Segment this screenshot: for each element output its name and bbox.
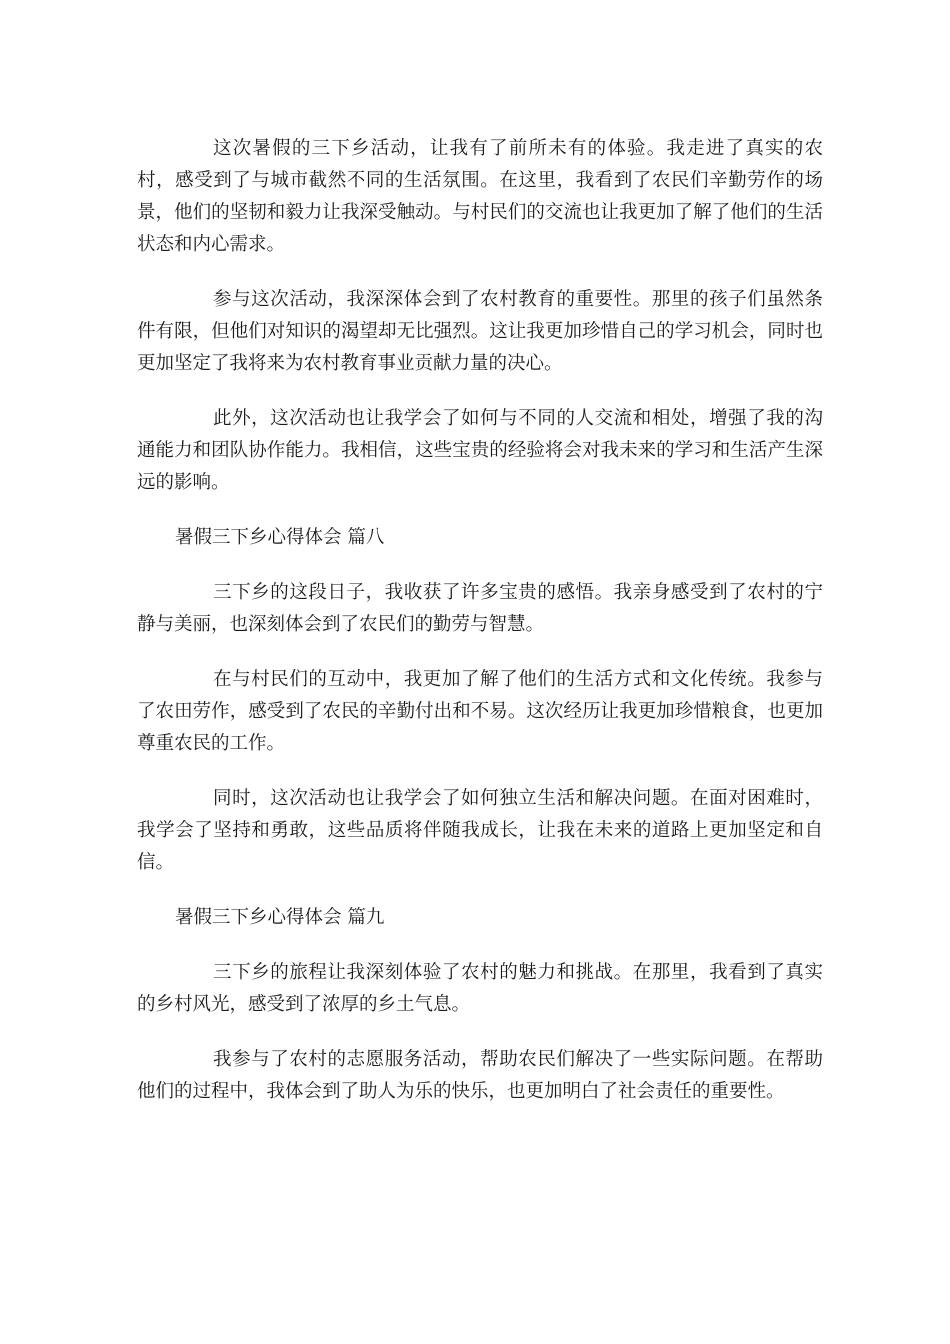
paragraph: 三下乡的旅程让我深刻体验了农村的魅力和挑战。在那里，我看到了真实的乡村风光，感受到了浓厚的乡土气息。 [137,962,823,1015]
section-heading: 暑假三下乡心得体会 篇八 [175,527,385,548]
paragraph: 在与村民们的互动中，我更加了解了他们的生活方式和文化传统。我参与了农田劳作，感受到了农民的辛勤付出和不易。这次经历让我更加珍惜粮食，也更加尊重农民的工作。 [137,669,823,754]
paragraph: 这次暑假的三下乡活动，让我有了前所未有的体验。我走进了真实的农村，感受到了与城市截然不同的生活氛围。在这里，我看到了农民们辛勤劳作的场景，他们的坚韧和毅力让我深受触动。与村民们的交流也让我更加了解了他们的生活状态和内心需求。 [137,138,823,255]
paragraph: 同时，这次活动也让我学会了如何独立生活和解决问题。在面对困难时，我学会了坚持和勇敢，这些品质将伴随我成长，让我在未来的道路上更加坚定和自信。 [137,788,823,873]
document-page [137,133,823,1131]
paragraph: 三下乡的这段日子，我收获了许多宝贵的感悟。我亲身感受到了农村的宁静与美丽，也深刻体会到了农民们的勤劳与智慧。 [137,582,823,635]
paragraph: 此外，这次活动也让我学会了如何与不同的人交流和相处，增强了我的沟通能力和团队协作能力。我相信，这些宝贵的经验将会对我未来的学习和生活产生深远的影响。 [137,408,823,493]
section-heading: 暑假三下乡心得体会 篇九 [175,907,385,928]
paragraph: 我参与了农村的志愿服务活动，帮助农民们解决了一些实际问题。在帮助他们的过程中，我体会到了助人为乐的快乐，也更加明白了社会责任的重要性。 [137,1049,823,1102]
paragraph: 参与这次活动，我深深体会到了农村教育的重要性。那里的孩子们虽然条件有限，但他们对知识的渴望却无比强烈。这让我更加珍惜自己的学习机会，同时也更加坚定了我将来为农村教育事业贡献力量的决心。 [137,289,823,374]
